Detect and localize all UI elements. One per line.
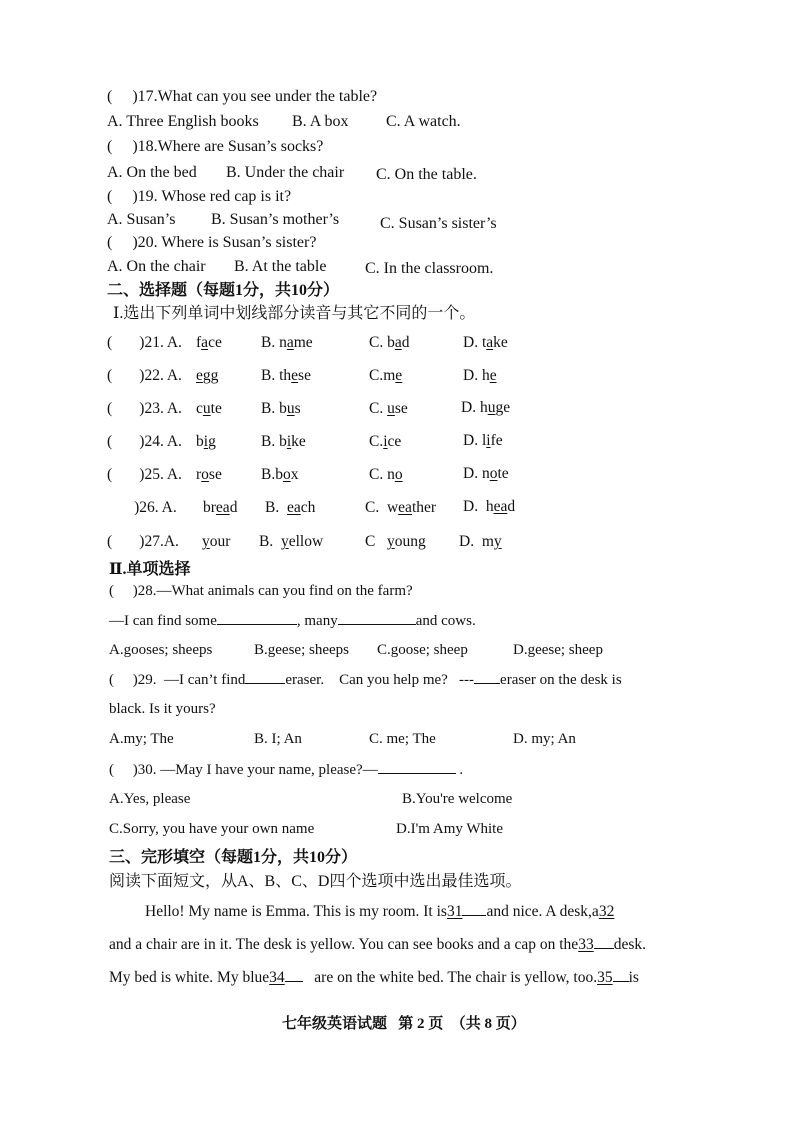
phonics-option-b: B. yellow [259, 533, 324, 550]
section-2-part1-title: Ⅰ.选出下列单词中划线部分读音与其它不同的一个。 [113, 305, 476, 322]
phonics-option-b: B. bus [261, 400, 301, 417]
q18-option-b: B. Under the chair [226, 164, 345, 181]
q17-option-c: C. A watch. [386, 113, 461, 130]
question-17: ( )17.What can you see under the table? [107, 88, 378, 105]
phonics-number: ( )22. A. [107, 367, 182, 384]
question-19: ( )19. Whose red cap is it? [107, 188, 292, 205]
phonics-option-c: C.ice [369, 433, 402, 450]
section-2-title: 二、选择题（每题1分，共10分） [107, 282, 340, 299]
q29-option-c: C. me; The [369, 731, 436, 747]
answer-blank [285, 967, 303, 982]
phonics-option-d: D. note [463, 465, 509, 482]
q17-option-a: A. Three English books [107, 113, 259, 130]
phonics-option-a: bread [203, 499, 238, 516]
question-20: ( )20. Where is Susan’s sister? [107, 234, 317, 251]
q30-option-c: C.Sorry, you have your own name [109, 821, 315, 837]
phonics-option-c: C young [365, 533, 426, 550]
q29-option-a: A.my; The [109, 731, 174, 747]
q19-option-c: C. Susan’s sister’s [380, 215, 497, 232]
phonics-number: )26. A. [107, 499, 177, 516]
q18-option-a: A. On the bed [107, 164, 197, 181]
q29-option-d: D. my; An [513, 731, 576, 747]
q28-option-a: A.gooses; sheeps [109, 642, 213, 658]
q28-option-d: D.geese; sheep [513, 642, 603, 658]
question-28-line1: ( )28.—What animals can you find on the farm? [109, 583, 413, 599]
phonics-option-c: C. no [369, 466, 403, 483]
phonics-option-d: D. my [459, 533, 502, 550]
phonics-option-b: B. bike [261, 433, 306, 450]
phonics-option-c: C. weather [365, 499, 437, 516]
q19-option-a: A. Susan’s [107, 211, 176, 228]
phonics-option-b: B. each [265, 499, 316, 516]
phonics-option-b: B. these [261, 367, 311, 384]
answer-blank [594, 934, 614, 949]
phonics-option-d: D. he [463, 367, 497, 384]
phonics-option-d: D. head [463, 498, 516, 515]
phonics-number: ( )23. A. [107, 400, 182, 417]
phonics-option-b: B. name [261, 334, 313, 351]
q20-option-a: A. On the chair [107, 258, 206, 275]
phonics-option-d: D. life [463, 432, 503, 449]
phonics-number: ( )27.A. [107, 533, 179, 550]
phonics-option-c: C. bad [369, 334, 410, 351]
phonics-option-a: egg [196, 367, 219, 384]
cloze-paragraph-line3: My bed is white. My blue34 are on the white bed. The chair is yellow, too.35 is [109, 969, 639, 986]
question-30-line1: ( )30. —May I have your name, please?— . [109, 759, 463, 780]
question-29-line2: black. Is it yours? [109, 701, 216, 717]
q28-option-c: C.goose; sheep [377, 642, 468, 658]
q19-option-b: B. Susan’s mother’s [211, 211, 340, 228]
q17-option-b: B. A box [292, 113, 349, 130]
phonics-option-a: big [196, 433, 216, 450]
cloze-paragraph-line1: Hello! My name is Emma. This is my room. It is31 and nice. A desk,a32 [145, 903, 615, 920]
answer-blank [245, 669, 285, 684]
phonics-option-d: D. huge [461, 399, 511, 416]
cloze-paragraph-line2: and a chair are in it. The desk is yellow. You can see books and a cap on the33 desk. [109, 936, 646, 953]
answer-blank [378, 759, 456, 774]
phonics-option-b: B.box [261, 466, 299, 483]
phonics-option-a: cute [196, 400, 222, 417]
q28-option-b: B.geese; sheeps [254, 642, 349, 658]
q18-option-c: C. On the table. [376, 166, 477, 183]
phonics-option-c: C. use [369, 400, 408, 417]
phonics-option-c: C.me [369, 367, 403, 384]
q29-option-b: B. I; An [254, 731, 302, 747]
q20-option-c: C. In the classroom. [365, 260, 494, 277]
phonics-number: ( )24. A. [107, 433, 182, 450]
phonics-option-a: your [202, 533, 231, 550]
q20-option-b: B. At the table [234, 258, 327, 275]
section-3-title: 三、完形填空（每题1分，共10分） [109, 849, 358, 866]
answer-blank [338, 610, 416, 625]
question-28-line2: —I can find some , many and cows. [109, 610, 476, 631]
q30-option-d: D.I'm Amy White [396, 821, 503, 837]
answer-blank [474, 669, 500, 684]
phonics-number: ( )25. A. [107, 466, 182, 483]
phonics-option-a: rose [196, 466, 222, 483]
phonics-number: ( )21. A. [107, 334, 182, 351]
question-18: ( )18.Where are Susan’s socks? [107, 138, 324, 155]
q30-option-b: B.You're welcome [402, 791, 513, 807]
section-2-part2-title: Ⅱ.单项选择 [109, 561, 191, 578]
question-29-line1: ( )29. —I can’t find eraser. Can you help me? --- eraser on the desk is [109, 669, 622, 690]
section-3-instruction: 阅读下面短文，从A、B、C、D四个选项中选出最佳选项。 [109, 873, 522, 890]
answer-blank [462, 901, 486, 916]
phonics-option-d: D. take [463, 334, 508, 351]
answer-blank [613, 967, 629, 982]
phonics-option-a: face [196, 334, 222, 351]
answer-blank [217, 610, 297, 625]
page-footer: 七年级英语试题 第 2 页 （共 8 页） [282, 1016, 526, 1032]
q30-option-a: A.Yes, please [109, 791, 191, 807]
